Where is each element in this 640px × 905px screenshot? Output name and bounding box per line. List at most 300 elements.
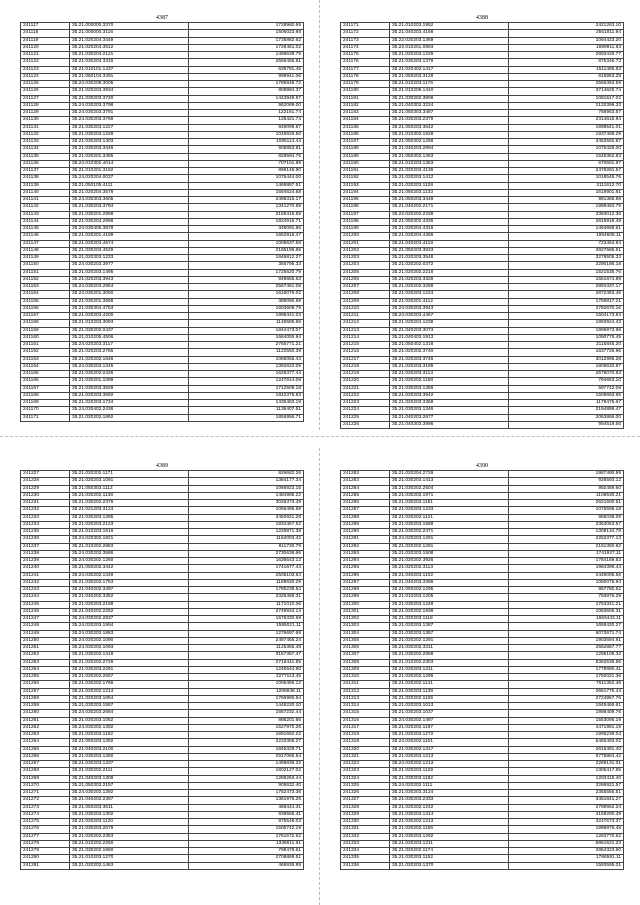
account-code-cell: 35.21.030202.1753 (70, 579, 189, 586)
account-code-cell: 35.24.030405.3878 (70, 226, 189, 233)
account-code-cell: 35.21.040202.3352 (70, 594, 189, 601)
table-row (341, 674, 624, 681)
amount-cell: 815963.28 (509, 73, 624, 80)
account-code-cell: 35.21.040203.1102 (390, 572, 509, 579)
account-code-cell: 35.21.020203.1013 (390, 703, 509, 710)
amount-cell: 1288263.44 (189, 775, 304, 782)
table-row (341, 710, 624, 717)
amount-cell: 1553095.19 (509, 717, 624, 724)
table-row (341, 23, 624, 30)
record-id-cell: 241133 (21, 139, 70, 146)
table-row (21, 840, 304, 847)
account-code-cell: 35.21.020203.1052 (70, 717, 189, 724)
record-id-cell: 241289 (341, 521, 390, 528)
table-row (21, 342, 304, 349)
fold-line-horizontal (0, 436, 640, 437)
amount-cell: 2864323.60 (509, 848, 624, 855)
table-row (341, 637, 624, 644)
record-id-cell: 241165 (21, 371, 70, 378)
account-code-cell: 35.21.030203.1357 (390, 630, 509, 637)
table-row (341, 276, 624, 283)
account-code-cell: 35.21.030203.3124 (390, 790, 509, 797)
record-id-cell: 241231 (21, 500, 70, 507)
record-id-cell: 241160 (21, 334, 70, 341)
record-id-cell: 241159 (21, 327, 70, 334)
table-row (341, 601, 624, 608)
amount-cell: 794663.10 (509, 378, 624, 385)
account-code-cell: 35.21.010203.1616 (70, 529, 189, 536)
amount-cell: 1954605.11 (509, 233, 624, 240)
table-row (21, 197, 304, 204)
ledger-page-4 (340, 462, 624, 870)
account-code-cell: 35.24.030203.2684 (70, 710, 189, 717)
table-row (341, 168, 624, 175)
amount-cell: 670601.97 (509, 160, 624, 167)
table-row (21, 182, 304, 189)
table-row (341, 117, 624, 124)
account-code-cell: 35.21.000000.3116 (70, 30, 189, 37)
account-code-cell: 35.21.030201.1089 (70, 378, 189, 385)
table-row (341, 73, 624, 80)
table-row (341, 775, 624, 782)
table-row (341, 400, 624, 407)
amount-cell: 1125356.48 (189, 645, 304, 652)
table-row (21, 88, 304, 95)
record-id-cell: 241272 (21, 797, 70, 804)
table-row (21, 240, 304, 247)
account-code-cell: 35.24.020202.1111 (390, 782, 509, 789)
account-code-cell: 35.21.020203.1213 (390, 753, 509, 760)
amount-cell: 1576330.69 (189, 616, 304, 623)
account-code-cell: 35.21.050105.4111 (70, 182, 189, 189)
account-code-cell: 35.21.020203.1412 (390, 175, 509, 182)
record-id-cell: 241121 (21, 52, 70, 59)
table-row (21, 826, 304, 833)
table-row (341, 695, 624, 702)
account-code-cell: 35.21.030202.1138 (70, 492, 189, 499)
amount-cell: 2551811.94 (509, 30, 624, 37)
table-row (341, 175, 624, 182)
record-id-cell: 241239 (21, 558, 70, 565)
amount-cell: 1844473.07 (189, 327, 304, 334)
amount-cell: 828594.76 (189, 153, 304, 160)
amount-cell: 1964399.44 (509, 565, 624, 572)
record-id-cell: 241287 (341, 507, 390, 514)
record-id-cell: 241278 (21, 840, 70, 847)
table-row (341, 392, 624, 399)
table-row (21, 536, 304, 543)
record-id-cell: 241315 (341, 710, 390, 717)
account-code-cell: 35.21.030202.1766 (70, 681, 189, 688)
record-id-cell: 241306 (341, 645, 390, 652)
record-id-cell: 241214 (341, 334, 390, 341)
record-id-cell: 241125 (21, 81, 70, 88)
amount-cell: 3462592.87 (509, 139, 624, 146)
record-id-cell: 241257 (21, 688, 70, 695)
record-id-cell: 241286 (341, 500, 390, 507)
page-number: 4389 (156, 463, 168, 469)
table-row (341, 630, 624, 637)
amount-cell: 849099.87 (189, 124, 304, 131)
record-id-cell: 241308 (341, 659, 390, 666)
record-id-cell: 241157 (21, 313, 70, 320)
account-code-cell: 35.21.030202.0437 (70, 327, 189, 334)
account-code-cell: 35.21.040203.1308 (70, 775, 189, 782)
amount-cell: 1992924.43 (509, 320, 624, 327)
amount-cell: 1667232.44 (189, 710, 304, 717)
record-id-cell: 241249 (21, 630, 70, 637)
table-row (21, 500, 304, 507)
account-code-cell: 35.21.000000.3370 (70, 23, 189, 30)
table-row (21, 695, 304, 702)
table-row (341, 840, 624, 847)
record-id-cell: 241247 (21, 616, 70, 623)
table-row (21, 262, 304, 269)
record-id-cell: 241173 (341, 37, 390, 44)
account-code-cell: 35.21.020202.1646 (70, 356, 189, 363)
record-id-cell: 241163 (21, 356, 70, 363)
amount-cell: 1509693.95 (509, 392, 624, 399)
record-id-cell: 241162 (21, 349, 70, 356)
record-id-cell: 241237 (21, 543, 70, 550)
table-row (21, 407, 304, 414)
record-id-cell: 241221 (341, 385, 390, 392)
record-id-cell: 241123 (21, 66, 70, 73)
table-row (21, 703, 304, 710)
account-code-cell: 35.24.030203.3791 (70, 110, 189, 117)
account-code-cell: 35.21.020202.1463 (70, 862, 189, 869)
account-code-cell: 35.21.030202.2111 (70, 768, 189, 775)
table-row (341, 291, 624, 298)
account-code-cell: 35.21.030203.1360 (70, 753, 189, 760)
amount-cell: 1561674.89 (509, 276, 624, 283)
table-row (21, 565, 304, 572)
amount-cell: 1778980.41 (509, 666, 624, 673)
table-row (341, 587, 624, 594)
amount-cell: 1585021.11 (189, 623, 304, 630)
amount-cell: 2872463.46 (509, 291, 624, 298)
table-row (21, 414, 304, 421)
record-id-cell: 241314 (341, 703, 390, 710)
amount-cell: 2115846.20 (509, 342, 624, 349)
table-row (21, 124, 304, 131)
record-id-cell: 241220 (341, 378, 390, 385)
record-id-cell: 241175 (341, 52, 390, 59)
table-row (21, 601, 304, 608)
account-code-cell: 35.21.030203.1152 (390, 855, 509, 862)
table-row (21, 659, 304, 666)
record-id-cell: 241127 (21, 95, 70, 102)
table-row (341, 334, 624, 341)
amount-cell: 1464658.61 (509, 226, 624, 233)
ledger-table (20, 470, 304, 870)
amount-cell: 1856956.71 (189, 414, 304, 421)
record-id-cell: 241200 (341, 233, 390, 240)
record-id-cell: 241205 (341, 269, 390, 276)
account-code-cell: 35.21.030203.1138 (390, 688, 509, 695)
table-row (21, 471, 304, 478)
table-row (341, 790, 624, 797)
table-row (341, 565, 624, 572)
table-row (341, 514, 624, 521)
table-row (21, 797, 304, 804)
amount-cell: 2799962.24 (509, 804, 624, 811)
table-row (21, 724, 304, 731)
record-id-cell: 241293 (341, 550, 390, 557)
account-code-cell: 35.21.040203.3073 (390, 327, 509, 334)
table-row (21, 710, 304, 717)
table-row (21, 95, 304, 102)
table-row (341, 269, 624, 276)
table-row (21, 334, 304, 341)
account-code-cell: 35.21.020203.3592 (70, 392, 189, 399)
account-code-cell: 35.21.020202.1106 (390, 695, 509, 702)
record-id-cell: 241283 (341, 478, 390, 485)
amount-cell: 1842375.83 (189, 392, 304, 399)
amount-cell: 905853.81 (189, 146, 304, 153)
record-id-cell: 241281 (21, 862, 70, 869)
table-row (21, 211, 304, 218)
table-row (21, 478, 304, 485)
account-code-cell: 35.21.040203.3396 (390, 579, 509, 586)
amount-cell: 1336611.61 (189, 840, 304, 847)
amount-cell: 1335483.19 (189, 400, 304, 407)
record-id-cell: 241215 (341, 342, 390, 349)
amount-cell: 1752473.36 (189, 790, 304, 797)
table-row (21, 761, 304, 768)
record-id-cell: 241174 (341, 44, 390, 51)
amount-cell: 1361976.25 (189, 797, 304, 804)
table-row (21, 146, 304, 153)
amount-cell: 950469.60 (509, 485, 624, 492)
table-row (21, 862, 304, 869)
record-id-cell: 241128 (21, 102, 70, 109)
record-id-cell: 241285 (341, 492, 390, 499)
amount-cell: 875346.73 (509, 59, 624, 66)
account-code-cell: 35.21.020202.1141 (390, 681, 509, 688)
account-code-cell: 35.21.030203.1314 (390, 811, 509, 818)
record-id-cell: 241213 (341, 327, 390, 334)
table-row (341, 717, 624, 724)
record-id-cell: 241199 (341, 226, 390, 233)
amount-cell: 2063866.00 (509, 414, 624, 421)
table-row (21, 529, 304, 536)
table-row (341, 500, 624, 507)
record-id-cell: 241313 (341, 695, 390, 702)
account-code-cell: 35.21.050203.1392 (70, 739, 189, 746)
account-code-cell: 35.21.020202.1296 (390, 674, 509, 681)
table-row (21, 717, 304, 724)
amount-cell: 1784169.53 (509, 558, 624, 565)
record-id-cell: 241170 (21, 407, 70, 414)
amount-cell: 1527970.26 (189, 724, 304, 731)
record-id-cell: 241171 (21, 414, 70, 421)
amount-cell: 1504173.94 (509, 313, 624, 320)
amount-cell: 981365.98 (509, 197, 624, 204)
record-id-cell: 241322 (341, 761, 390, 768)
table-row (341, 724, 624, 731)
record-id-cell: 241316 (341, 717, 390, 724)
table-row (341, 819, 624, 826)
record-id-cell: 241248 (21, 623, 70, 630)
record-id-cell: 241164 (21, 363, 70, 370)
table-row (21, 23, 304, 30)
record-id-cell: 241244 (21, 594, 70, 601)
amount-cell: 1896876.48 (509, 826, 624, 833)
record-id-cell: 241242 (21, 579, 70, 586)
account-code-cell: 35.21.030202.2376 (70, 500, 189, 507)
account-code-cell: 35.21.010202.2250 (70, 840, 189, 847)
table-row (341, 153, 624, 160)
account-code-cell: 35.21.050202.1295 (390, 587, 509, 594)
account-code-cell: 35.21.030202.1213 (390, 819, 509, 826)
amount-cell: 3026373.49 (189, 500, 304, 507)
table-row (21, 637, 304, 644)
account-code-cell: 35.21.030203.3829 (70, 385, 189, 392)
table-row (341, 284, 624, 291)
record-id-cell: 241131 (21, 124, 70, 131)
table-row (21, 305, 304, 312)
table-row (341, 124, 624, 131)
table-row (341, 414, 624, 421)
table-row (21, 73, 304, 80)
record-id-cell: 241296 (341, 572, 390, 579)
table-row (341, 44, 624, 51)
account-code-cell: 35.21.020303.1233 (70, 255, 189, 262)
account-code-cell: 35.24.020203.1291 (390, 536, 509, 543)
table-row (341, 59, 624, 66)
table-row (341, 197, 624, 204)
amount-cell: 1066923.15 (189, 485, 304, 492)
record-id-cell: 241184 (341, 117, 390, 124)
account-code-cell: 35.24.030203.3943 (390, 305, 509, 312)
amount-cell: 2185196.86 (189, 247, 304, 254)
record-id-cell: 241197 (341, 211, 390, 218)
amount-cell: 1625377.44 (189, 371, 304, 378)
account-code-cell: 35.21.020203.4574 (70, 240, 189, 247)
amount-cell: 3279505.33 (509, 255, 624, 262)
record-id-cell: 241259 (21, 703, 70, 710)
amount-cell: 1766990.54 (189, 695, 304, 702)
record-id-cell: 241291 (341, 536, 390, 543)
record-id-cell: 241270 (21, 782, 70, 789)
table-row (21, 485, 304, 492)
record-id-cell: 241273 (21, 804, 70, 811)
account-code-cell: 35.21.020202.1166 (390, 826, 509, 833)
amount-cell: 125421.74 (189, 117, 304, 124)
account-code-cell: 35.24.030202.1093 (70, 645, 189, 652)
table-row (21, 768, 304, 775)
table-row (341, 139, 624, 146)
record-id-cell: 241327 (341, 797, 390, 804)
record-id-cell: 241261 (21, 717, 70, 724)
table-row (341, 782, 624, 789)
account-code-cell: 35.21.020203.1211 (390, 840, 509, 847)
amount-cell: 1945469.61 (509, 703, 624, 710)
amount-cell: 1362622.09 (189, 363, 304, 370)
record-id-cell: 241183 (341, 110, 390, 117)
amount-cell: 1136407.51 (189, 407, 304, 414)
table-row (341, 421, 624, 428)
account-code-cell: 35.21.020203.3746 (390, 356, 509, 363)
amount-cell: 2132396.33 (509, 102, 624, 109)
amount-cell: 2421263.10 (509, 23, 624, 30)
account-code-cell: 35.21.030203.1385 (70, 514, 189, 521)
amount-cell: 2765771.21 (189, 342, 304, 349)
record-id-cell: 241129 (21, 110, 70, 117)
account-code-cell: 35.24.030203.3977 (70, 262, 189, 269)
record-id-cell: 241238 (21, 550, 70, 557)
record-id-cell: 241271 (21, 790, 70, 797)
account-code-cell: 35.21.030203.1228 (70, 131, 189, 138)
amount-cell: 1149585.66 (189, 320, 304, 327)
record-id-cell: 241246 (21, 608, 70, 615)
table-row (21, 753, 304, 760)
account-code-cell: 35.21.040302.3224 (390, 102, 509, 109)
table-row (341, 521, 624, 528)
record-id-cell: 241134 (21, 146, 70, 153)
account-code-cell: 35.21.020204.4316 (390, 226, 509, 233)
record-id-cell: 241318 (341, 732, 390, 739)
account-code-cell: 35.21.030203.1151 (390, 500, 509, 507)
record-id-cell: 241192 (341, 175, 390, 182)
record-id-cell: 241172 (341, 30, 390, 37)
account-code-cell: 35.21.020203.1508 (390, 550, 509, 557)
account-code-cell: 35.24.030202.1392 (70, 724, 189, 731)
record-id-cell: 241290 (341, 529, 390, 536)
record-id-cell: 241168 (21, 392, 70, 399)
record-id-cell: 241158 (21, 320, 70, 327)
account-code-cell: 35.24.030303.3605 (70, 197, 189, 204)
account-code-cell: 35.21.020203.1311 (390, 666, 509, 673)
table-row (341, 247, 624, 254)
table-row (21, 550, 304, 557)
record-id-cell: 241136 (21, 160, 70, 167)
account-code-cell: 35.21.030203.1379 (390, 59, 509, 66)
account-code-cell: 35.21.020203.1272 (390, 732, 509, 739)
amount-cell: 1694624.68 (189, 189, 304, 196)
record-id-cell: 241126 (21, 88, 70, 95)
record-id-cell: 241151 (21, 269, 70, 276)
table-row (341, 385, 624, 392)
table-row (341, 240, 624, 247)
table-row (341, 363, 624, 370)
table-row (341, 848, 624, 855)
account-code-cell: 35.21.020203.1118 (390, 616, 509, 623)
account-code-cell: 35.21.030203.3794 (70, 204, 189, 211)
account-code-cell: 35.21.030201.2998 (70, 211, 189, 218)
table-row (21, 363, 304, 370)
account-code-cell: 35.24.020203.1994 (70, 623, 189, 630)
account-code-cell: 35.21.050303.1112 (70, 485, 189, 492)
amount-cell: 1341270.89 (189, 204, 304, 211)
table-row (341, 804, 624, 811)
amount-cell: 2616491.40 (509, 746, 624, 753)
account-code-cell: 35.21.020203.1128 (390, 182, 509, 189)
table-row (341, 572, 624, 579)
table-row (21, 153, 304, 160)
amount-cell: 957780.52 (509, 587, 624, 594)
amount-cell: 798478.61 (189, 848, 304, 855)
table-row (341, 320, 624, 327)
table-row (341, 407, 624, 414)
table-row (341, 478, 624, 485)
record-id-cell: 241130 (21, 117, 70, 124)
record-id-cell: 241189 (341, 153, 390, 160)
table-row (341, 356, 624, 363)
account-code-cell: 35.24.030203.2864 (70, 284, 189, 291)
amount-cell: 1066055.44 (189, 356, 304, 363)
